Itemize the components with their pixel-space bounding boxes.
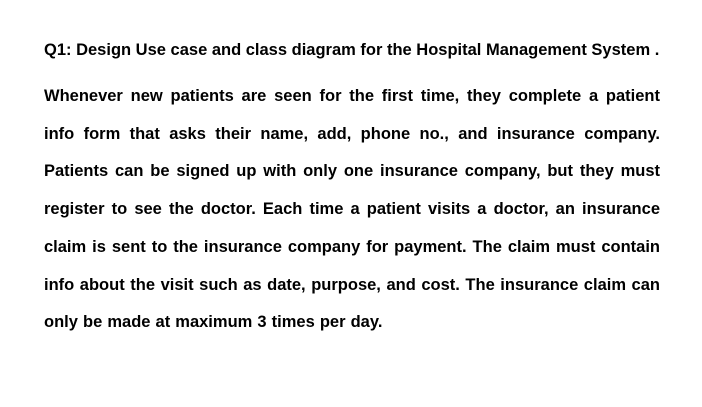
document-page	[44, 36, 660, 342]
question-title: Q1: Design Use case and class diagram for the Hospital Management System .	[44, 41, 660, 59]
question-body: Whenever new patients are seen for the first time, they complete a patient info form that asks their name, add, phone no., and insurance company. Patients can be signed up with only one insurance company, but they must register to see the doctor. Each time a patient visits a doctor, an insurance claim is sent to the insurance company for payment. The claim must contain info about the visit such as date, purpose, and cost. The insurance claim can only be made at maximum 3 times per day.	[44, 87, 660, 332]
